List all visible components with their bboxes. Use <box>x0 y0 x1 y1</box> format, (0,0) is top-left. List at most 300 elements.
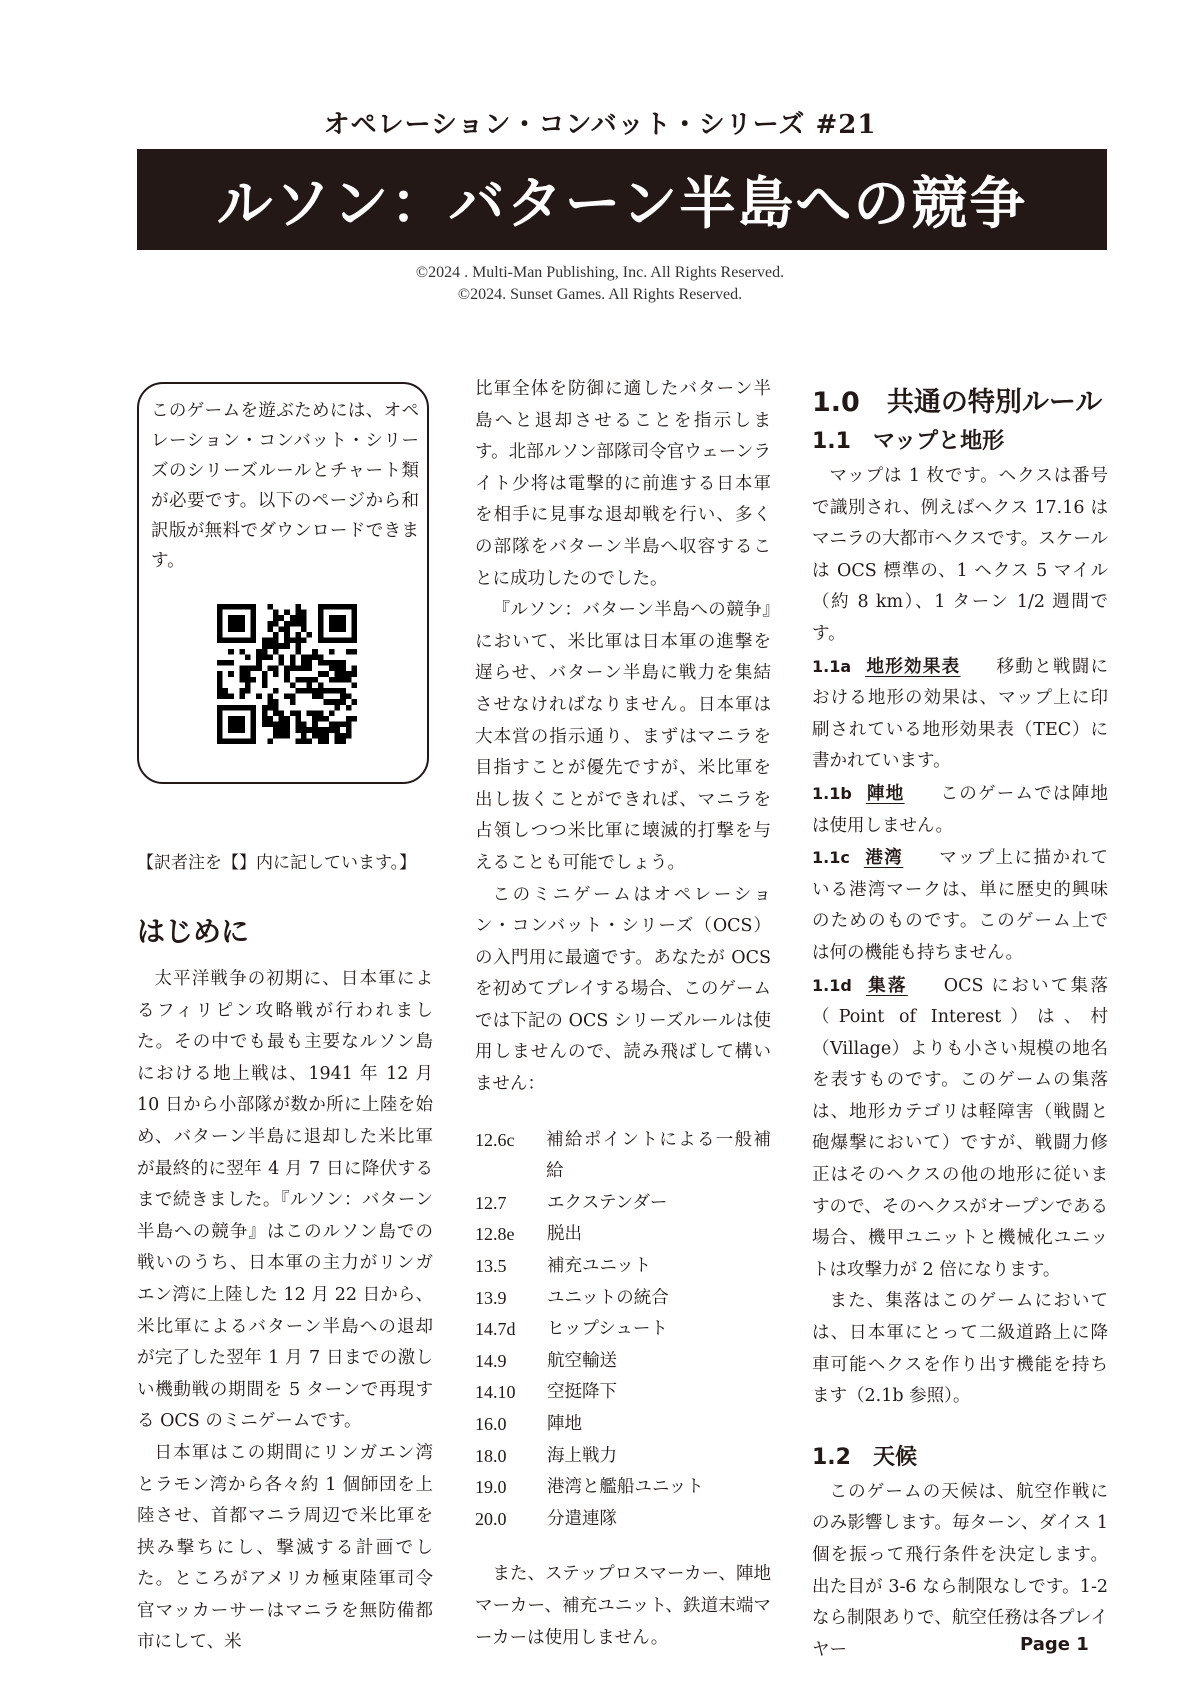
qr-module <box>346 677 352 683</box>
qr-module <box>301 738 307 744</box>
qr-module <box>217 660 223 666</box>
qr-module <box>307 632 313 638</box>
section-1-0-heading: 1.0 共通の特別ルール <box>812 387 1103 418</box>
qr-module <box>217 722 223 728</box>
rule-code: 14.10 <box>475 1382 516 1403</box>
qr-module <box>290 694 296 700</box>
qr-module <box>234 716 240 722</box>
rule-title: 脱出 <box>547 1224 582 1245</box>
rule-title: 航空輸送 <box>547 1350 617 1371</box>
qr-module <box>295 610 301 616</box>
qr-module <box>301 677 307 683</box>
qr-module <box>273 705 279 711</box>
qr-module <box>217 738 223 744</box>
qr-module <box>335 677 341 683</box>
qr-module <box>351 699 357 705</box>
qr-module <box>335 666 341 672</box>
qr-module <box>295 727 301 733</box>
copyright-mmp: ©2024 . Multi-Man Publishing, Inc. All Rights Reserved. <box>415 264 785 281</box>
qr-module <box>217 710 223 716</box>
qr-module <box>290 638 296 644</box>
rule-title: 港湾と艦船ユニット <box>547 1477 704 1498</box>
qr-module <box>239 671 245 677</box>
qr-module <box>351 666 357 672</box>
qr-module <box>245 682 251 688</box>
qr-module <box>290 699 296 705</box>
qr-module <box>295 615 301 621</box>
rule-code: 14.7d <box>475 1319 516 1340</box>
game-title: ルソン：バターン半島への競争 <box>216 171 1028 237</box>
qr-module <box>307 660 313 666</box>
qr-module <box>318 727 324 733</box>
qr-module <box>273 649 279 655</box>
qr-module <box>279 660 285 666</box>
rule-1-1b <box>812 778 1108 842</box>
qr-module <box>295 643 301 649</box>
qr-module <box>239 677 245 683</box>
unused-rules-list <box>475 1125 771 1536</box>
page-number: Page 1 <box>1020 1634 1089 1655</box>
qr-module <box>284 666 290 672</box>
qr-module <box>262 722 268 728</box>
qr-module <box>273 727 279 733</box>
qr-module <box>335 615 341 621</box>
qr-module <box>262 638 268 644</box>
unused-rule-row <box>475 1472 771 1504</box>
qr-module <box>228 626 234 632</box>
qr-module <box>267 621 273 627</box>
qr-module <box>223 705 229 711</box>
qr-module <box>228 604 234 610</box>
intro-heading: はじめに <box>137 915 250 948</box>
qr-module <box>335 733 341 739</box>
qr-module <box>340 615 346 621</box>
rule-title: 海上戦力 <box>547 1445 617 1466</box>
qr-module <box>295 738 301 744</box>
qr-module <box>262 654 268 660</box>
copyright-block <box>0 262 1200 306</box>
section-1-2-text: このゲームの天候は、航空作戦にのみ影響します。毎ターン、ダイス 1 個を振って飛行条件を決定します。出た目が 3-6 なら制限なしです。1-2 なら制限ありで、航空任務は各プレイヤー <box>812 1481 1108 1660</box>
qr-module <box>239 649 245 655</box>
qr-module <box>329 710 335 716</box>
unused-rule-row <box>475 1409 771 1441</box>
qr-module <box>267 699 273 705</box>
rule-title: ヒップシュート <box>547 1319 668 1340</box>
intro-paragraph-2: 日本軍はこの期間にリンガエン湾とラモン湾から各々約 1 個師団を上陸させ、首都マニラ周辺で米比軍を挟み撃ちにし、撃滅する計画でした。ところがアメリカ極東陸軍司令官マッカーサーはマニラを無防備都市にして、米 <box>137 1442 433 1653</box>
unused-rule-row <box>475 1314 771 1346</box>
rule-title: エクステンダー <box>547 1192 668 1213</box>
qr-module <box>239 694 245 700</box>
qr-module <box>267 604 273 610</box>
qr-module <box>228 727 234 733</box>
qr-module <box>251 604 257 610</box>
qr-module <box>245 738 251 744</box>
qr-module <box>318 694 324 700</box>
qr-module <box>318 671 324 677</box>
rule-code: 16.0 <box>475 1414 507 1434</box>
qr-module <box>340 604 346 610</box>
qr-module <box>351 626 357 632</box>
rule-title: 補給ポイントによる一般補給 <box>546 1129 771 1182</box>
qr-module <box>273 733 279 739</box>
qr-module <box>329 638 335 644</box>
qr-module <box>217 638 223 644</box>
qr-module <box>239 626 245 632</box>
qr-module <box>251 716 257 722</box>
qr-module <box>295 688 301 694</box>
qr-module <box>318 733 324 739</box>
qr-module <box>234 621 240 627</box>
qr-module <box>279 643 285 649</box>
requirements-notice-text: このゲームを遊ぶためには、オペレーション・コンバット・シリーズのシリーズルールとチャート類が必要です。以下のページから和訳版が無料でダウンロードできます。 <box>151 401 419 571</box>
qr-module <box>307 666 313 672</box>
rule-number: 1.1c <box>812 848 850 868</box>
qr-module <box>340 733 346 739</box>
qr-module <box>217 677 223 683</box>
qr-module <box>346 716 352 722</box>
qr-module <box>256 649 262 655</box>
qr-module <box>346 604 352 610</box>
qr-module <box>262 671 268 677</box>
qr-module <box>329 626 335 632</box>
qr-module <box>273 710 279 716</box>
qr-module <box>351 671 357 677</box>
section-1-1-text: マップは 1 枚です。ヘクスは番号で識別され、例えばヘクス 17.16 はマニラの大都市ヘクスです。スケールは OCS 標準の、1 ヘクス 5 マイル（約 8 km）、1 ターン 1/2 週間です。 <box>812 466 1108 644</box>
qr-module <box>351 682 357 688</box>
qr-module <box>245 604 251 610</box>
qr-module <box>318 654 324 660</box>
section-1-1-heading: 1.1 マップと地形 <box>812 429 1005 454</box>
rule-code: 12.7 <box>475 1192 507 1213</box>
qr-module <box>346 733 352 739</box>
qr-module <box>295 638 301 644</box>
qr-module <box>340 671 346 677</box>
qr-module <box>340 677 346 683</box>
qr-module <box>217 688 223 694</box>
qr-module <box>279 716 285 722</box>
qr-module <box>312 716 318 722</box>
qr-module <box>279 727 285 733</box>
unused-rule-row <box>475 1283 771 1315</box>
qr-module <box>290 615 296 621</box>
qr-module <box>351 621 357 627</box>
qr-module <box>223 688 229 694</box>
qr-module <box>239 705 245 711</box>
rule-title: 分遣連隊 <box>547 1508 617 1529</box>
qr-module <box>251 615 257 621</box>
qr-module <box>290 710 296 716</box>
qr-module <box>251 626 257 632</box>
qr-module <box>295 666 301 672</box>
qr-module <box>273 722 279 728</box>
qr-module <box>251 677 257 683</box>
qr-module <box>273 688 279 694</box>
qr-module <box>307 654 313 660</box>
qr-module <box>245 654 251 660</box>
qr-module <box>267 738 273 744</box>
rule-code: 12.8e <box>475 1224 515 1245</box>
qr-module <box>318 604 324 610</box>
qr-module <box>351 604 357 610</box>
qr-module <box>323 738 329 744</box>
unused-rule-row <box>475 1251 771 1283</box>
rule-code: 18.0 <box>475 1445 507 1466</box>
qr-module <box>323 660 329 666</box>
qr-module <box>239 621 245 627</box>
rule-code: 19.0 <box>475 1477 507 1498</box>
qr-module <box>284 722 290 728</box>
rule-name: 集落 <box>865 975 908 996</box>
qr-module <box>340 699 346 705</box>
qr-module <box>301 733 307 739</box>
qr-module <box>346 671 352 677</box>
qr-module <box>329 621 335 627</box>
qr-module <box>279 615 285 621</box>
qr-module <box>318 688 324 694</box>
qr-module <box>301 638 307 644</box>
qr-module <box>273 699 279 705</box>
qr-module <box>217 733 223 739</box>
qr-module <box>301 688 307 694</box>
qr-module <box>239 615 245 621</box>
qr-module <box>335 705 341 711</box>
qr-module <box>340 688 346 694</box>
qr-module <box>217 694 223 700</box>
qr-module <box>239 727 245 733</box>
qr-module <box>301 666 307 672</box>
qr-module <box>351 615 357 621</box>
qr-module <box>273 643 279 649</box>
middle-paragraph-3: このミニゲームはオペレーション・コンバット・シリーズ（OCS）の入門用に最適です。あなたが OCS を初めてプレイする場合、このゲームでは下記の OCS シリーズルールは使用しませんので、読み飛ばして構いません： <box>475 884 771 1095</box>
requirements-notice-box <box>137 382 429 784</box>
qr-module <box>234 738 240 744</box>
qr-module <box>251 621 257 627</box>
qr-module <box>318 710 324 716</box>
rule-name: 地形効果表 <box>865 656 961 677</box>
qr-module <box>262 716 268 722</box>
qr-module <box>346 722 352 728</box>
qr-module <box>217 705 223 711</box>
rule-code: 14.9 <box>475 1350 507 1371</box>
qr-module <box>346 638 352 644</box>
qr-module <box>312 710 318 716</box>
qr-module <box>301 727 307 733</box>
qr-module <box>312 688 318 694</box>
unused-rule-row <box>475 1504 771 1536</box>
qr-module <box>251 710 257 716</box>
qr-module <box>290 654 296 660</box>
qr-module <box>335 699 341 705</box>
qr-module <box>318 626 324 632</box>
rule-1-1c <box>812 842 1108 969</box>
qr-module <box>228 615 234 621</box>
qr-module <box>262 649 268 655</box>
qr-module <box>228 694 234 700</box>
qr-module <box>329 604 335 610</box>
right-column <box>812 383 1108 1666</box>
qr-module <box>279 733 285 739</box>
qr-module <box>251 610 257 616</box>
qr-module <box>329 649 335 655</box>
qr-module <box>217 621 223 627</box>
qr-module <box>346 694 352 700</box>
qr-module <box>267 722 273 728</box>
qr-module <box>245 677 251 683</box>
unused-rule-row <box>475 1188 771 1220</box>
qr-module <box>251 727 257 733</box>
qr-module <box>267 638 273 644</box>
qr-module <box>245 671 251 677</box>
qr-module <box>335 688 341 694</box>
qr-module <box>340 626 346 632</box>
qr-module <box>307 682 313 688</box>
qr-module <box>217 604 223 610</box>
qr-module <box>251 738 257 744</box>
middle-closing: また、ステップロスマーカー、陣地マーカー、補充ユニット、鉄道末端マーカーは使用しません。 <box>475 1564 771 1648</box>
qr-module <box>323 716 329 722</box>
translator-note: 【訳者注を【】内に記しています。】 <box>137 853 417 873</box>
qr-module <box>351 638 357 644</box>
qr-module <box>262 682 268 688</box>
qr-module <box>335 604 341 610</box>
qr-module <box>335 722 341 728</box>
qr-module <box>329 699 335 705</box>
qr-module <box>307 688 313 694</box>
rule-code: 12.6c <box>475 1129 515 1150</box>
qr-module <box>217 727 223 733</box>
qr-module <box>251 632 257 638</box>
qr-module <box>234 727 240 733</box>
qr-module <box>307 710 313 716</box>
qr-module <box>239 688 245 694</box>
qr-module <box>295 710 301 716</box>
qr-module <box>279 722 285 728</box>
qr-module <box>329 615 335 621</box>
qr-module <box>312 649 318 655</box>
rule-code: 13.9 <box>475 1287 507 1308</box>
unused-rule-row <box>475 1441 771 1473</box>
qr-module <box>346 727 352 733</box>
qr-module <box>284 621 290 627</box>
qr-module <box>273 610 279 616</box>
qr-module <box>262 705 268 711</box>
copyright-sunset: ©2024. Sunset Games. All Rights Reserved. <box>457 286 743 303</box>
qr-module <box>228 705 234 711</box>
qr-module <box>245 705 251 711</box>
qr-module <box>239 666 245 672</box>
unused-rule-row <box>475 1377 771 1409</box>
rule-title: ユニットの統合 <box>547 1287 669 1308</box>
qr-module <box>335 626 341 632</box>
qr-module <box>279 654 285 660</box>
series-title: オペレーション・コンバット・シリーズ #21 <box>323 110 877 140</box>
qr-module <box>295 604 301 610</box>
qr-module <box>295 677 301 683</box>
qr-module <box>335 727 341 733</box>
qr-module <box>301 610 307 616</box>
qr-module <box>267 716 273 722</box>
qr-module <box>234 722 240 728</box>
qr-module <box>301 722 307 728</box>
qr-module <box>307 677 313 683</box>
qr-module <box>217 626 223 632</box>
qr-module <box>223 738 229 744</box>
qr-module <box>284 733 290 739</box>
qr-module <box>295 649 301 655</box>
qr-module <box>351 716 357 722</box>
qr-module <box>335 621 341 627</box>
qr-module <box>251 705 257 711</box>
qr-module <box>323 727 329 733</box>
qr-module <box>217 632 223 638</box>
middle-paragraph-2: 『ルソン：バターン半島への競争』において、米比軍は日本軍の進撃を遅らせ、バターン半島に戦力を集結させなければなりません。日本軍は大本営の指示通り、まずはマニラを目指すことが優先ですが、米比軍を出し抜くことができれば、マニラを占領しつつ米比軍に壊滅的打撃を与えることも可能でしょう。 <box>475 600 771 873</box>
qr-module <box>262 643 268 649</box>
qr-module <box>295 716 301 722</box>
qr-module <box>239 716 245 722</box>
qr-module <box>267 626 273 632</box>
qr-module <box>346 705 352 711</box>
rule-number: 1.1a <box>812 656 852 676</box>
qr-module <box>273 632 279 638</box>
rule-code: 20.0 <box>475 1508 507 1529</box>
qr-module <box>267 705 273 711</box>
qr-module <box>307 727 313 733</box>
qr-module <box>267 643 273 649</box>
rule-1-1d <box>812 970 1108 1287</box>
qr-module <box>312 654 318 660</box>
qr-module <box>284 671 290 677</box>
rule-title: 補充ユニット <box>547 1256 652 1277</box>
qr-module <box>312 694 318 700</box>
qr-module <box>335 638 341 644</box>
qr-module <box>217 610 223 616</box>
qr-module <box>228 671 234 677</box>
qr-module <box>279 710 285 716</box>
qr-module <box>251 638 257 644</box>
qr-module <box>340 738 346 744</box>
qr-module <box>251 722 257 728</box>
unused-rule-row <box>475 1219 771 1251</box>
qr-module <box>273 615 279 621</box>
qr-module <box>329 660 335 666</box>
qr-module <box>228 638 234 644</box>
qr-module <box>267 694 273 700</box>
qr-module <box>340 666 346 672</box>
title-banner <box>137 149 1107 250</box>
qr-module <box>329 677 335 683</box>
qr-module <box>228 660 234 666</box>
intro-column <box>137 964 433 1659</box>
qr-module <box>223 694 229 700</box>
qr-module <box>234 604 240 610</box>
qr-module <box>290 660 296 666</box>
middle-column <box>475 374 771 1654</box>
rule-name: 港湾 <box>863 848 904 869</box>
qr-module <box>234 638 240 644</box>
qr-module <box>217 615 223 621</box>
qr-module <box>217 671 223 677</box>
qr-module <box>290 682 296 688</box>
qr-module <box>318 610 324 616</box>
qr-module <box>284 677 290 683</box>
qr-module <box>329 666 335 672</box>
qr-code-icon[interactable] <box>217 604 357 744</box>
qr-module <box>234 705 240 711</box>
qr-module <box>323 604 329 610</box>
middle-paragraph-1: 比軍全体を防御に適したバターン半島へと退却させることを指示します。北部ルソン部隊司令官ウェーンライト少将は電撃的に前進する日本軍を相手に見事な退却戦を行い、多くの部隊をバターン半島へ収容することに成功したのでした。 <box>475 379 771 589</box>
qr-module <box>323 733 329 739</box>
qr-module <box>290 666 296 672</box>
